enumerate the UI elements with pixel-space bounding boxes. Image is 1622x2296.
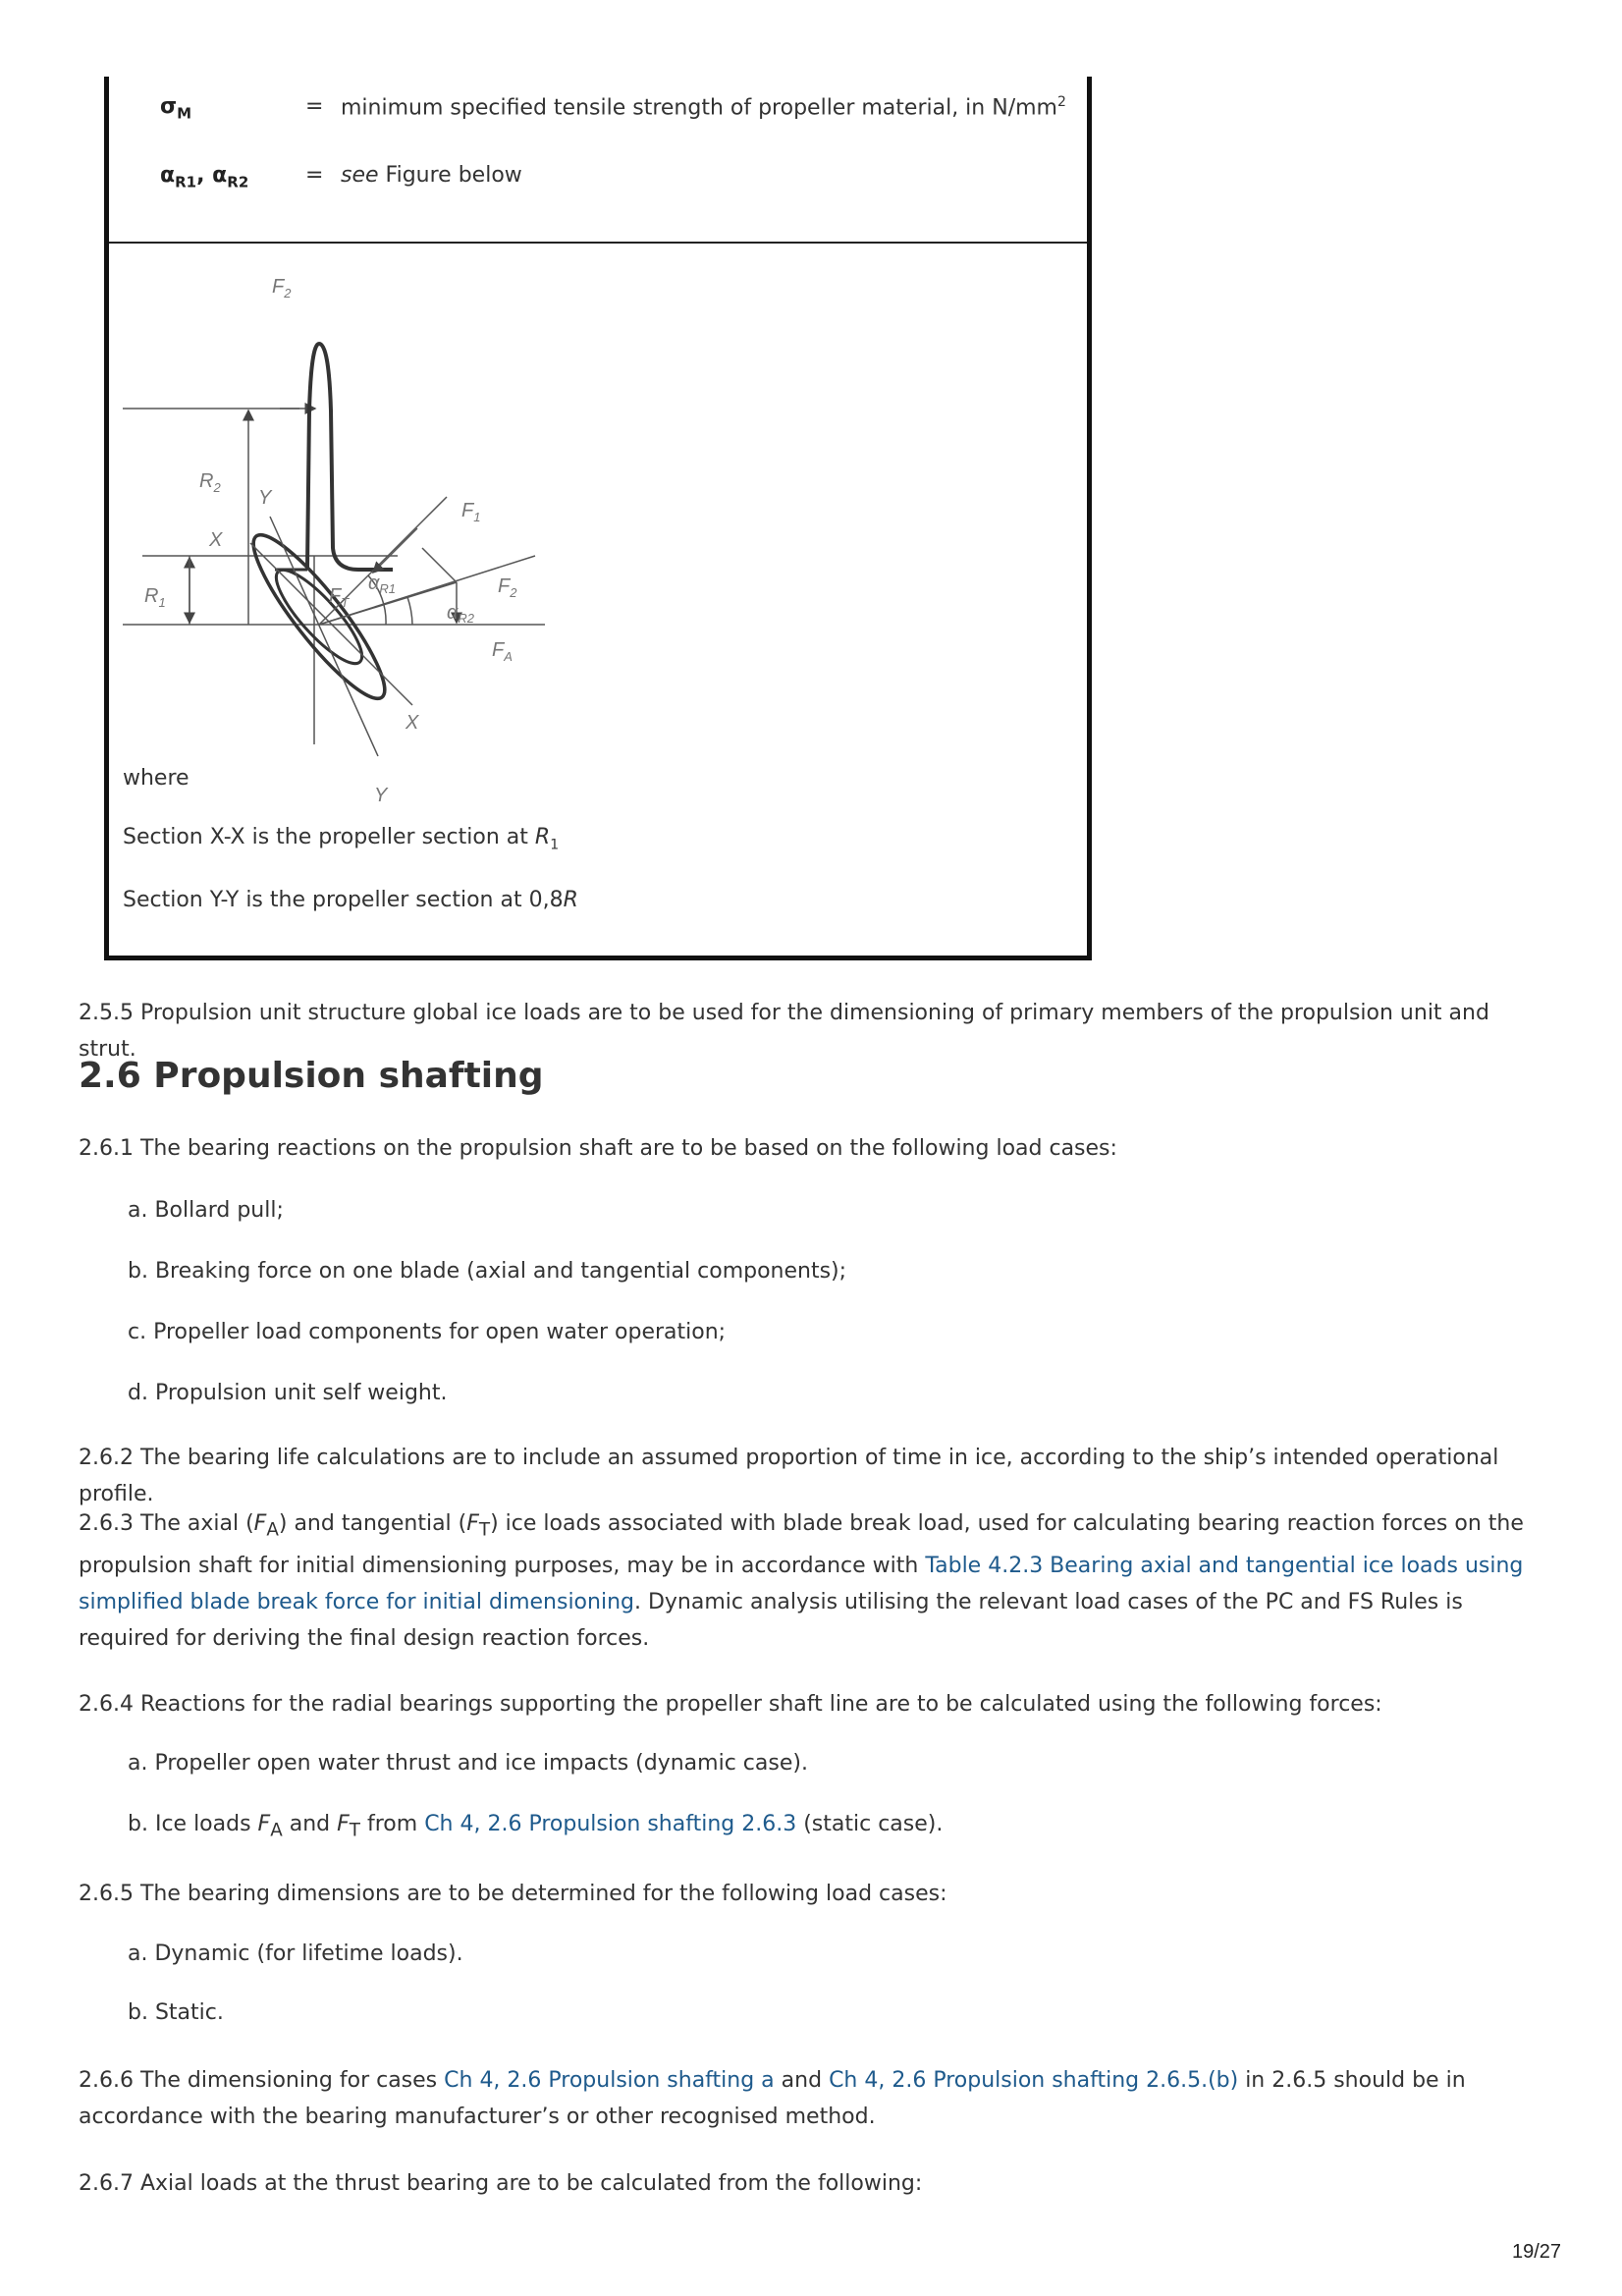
sigma-m-definition: minimum specified tensile strength of propeller material, in $N/mm^2$ <box>341 94 1066 121</box>
section-heading: 2.6 Propulsion shafting <box>79 1056 544 1096</box>
list-item: a. Dynamic (for lifetime loads). <box>128 1941 463 1966</box>
section-xx-note: Section X-X is the propeller section at $R_1$ <box>123 825 560 853</box>
section-yy-ellipse <box>238 521 401 711</box>
ch4-2-6-5-b-link[interactable]: Ch 4, 2.6 Propulsion shafting 2.6.5.(b) <box>829 2068 1239 2093</box>
ch4-2-6-3-link[interactable]: Ch 4, 2.6 Propulsion shafting 2.6.3 <box>424 1812 797 1836</box>
label-f1: $F_1$ <box>461 500 481 524</box>
label-alpha-r1: $\alpha_{R1}$ <box>368 573 397 596</box>
table-4-2-3-link[interactable]: Table 4.2.3 Bearing axial and tangential ice loads using simplified blade break force for initial dimensioning <box>79 1554 1524 1615</box>
paragraph-2-6-3: 2.6.3 The axial $(F_A)$ and tangential $(F_T)$ ice loads associated with blade break load, used for calculating bearing reaction forces on the propulsion shaft for initial dimensioning purposes, may be in accordance with Table 4.2.3 Bearing axial and tangential ice loads using simplified blade break force for initial dimensioning. Dynamic analysis utilising the relevant load cases of the PC and FS Rules is required for deriving the final design reaction forces. <box>79 1511 1524 1652</box>
label-r1: $R_1$ <box>144 585 166 610</box>
definition-box <box>104 77 1092 960</box>
label-x-bottom: X <box>406 712 419 734</box>
paragraph-2-6-7: 2.6.7 Axial loads at the thrust bearing are to be calculated from the following: <box>79 2171 923 2196</box>
list-item: a. Bollard pull; <box>128 1198 284 1223</box>
page-number: 19/27 <box>1512 2241 1562 2263</box>
paragraph-2-6-5: 2.6.5 The bearing dimensions are to be determined for the following load cases: <box>79 1882 947 1906</box>
f1-arrow <box>373 528 417 573</box>
label-r2: $R_2$ <box>199 470 221 495</box>
label-y-bottom: Y <box>374 785 388 806</box>
f-triangle-edge <box>422 548 457 582</box>
box-divider <box>109 242 1087 244</box>
paragraph-2-6-1: 2.6.1 The bearing reactions on the propulsion shaft are to be based on the following load cases: <box>79 1136 1117 1161</box>
label-fa: $F_A$ <box>492 639 513 664</box>
list-item: b. Static. <box>128 2000 224 2025</box>
label-f2-right: $F_2$ <box>498 575 517 600</box>
equals-sign: = <box>305 94 324 119</box>
figure-where-label: where <box>123 766 189 791</box>
alpha-r-definition: see Figure below <box>341 163 522 188</box>
section-xx-ellipse <box>265 560 373 674</box>
list-item: a. Propeller open water thrust and ice impacts (dynamic case). <box>128 1751 808 1776</box>
paragraph-2-6-4: 2.6.4 Reactions for the radial bearings supporting the propeller shaft line are to be calculated using the following forces: <box>79 1692 1382 1717</box>
equals-sign: = <box>305 163 324 188</box>
blade-outline <box>307 344 393 570</box>
paragraph-2-6-6: 2.6.6 The dimensioning for cases Ch 4, 2.6 Propulsion shafting a and Ch 4, 2.6 Propulsion shafting 2.6.5.(b) in 2.6.5 should be in accordance with the bearing manufacturer’s or other recognised method. <box>79 2068 1466 2129</box>
ch4-2-6-a-link[interactable]: Ch 4, 2.6 Propulsion shafting a <box>444 2068 775 2093</box>
alpha-r2-arc <box>407 597 412 625</box>
label-y-top: Y <box>258 487 272 509</box>
label-f2-top: $F_2$ <box>272 276 292 301</box>
list-item: b. Breaking force on one blade (axial and tangential components); <box>128 1259 847 1284</box>
label-x-top: X <box>209 529 223 551</box>
paragraph-2-6-2: 2.6.2 The bearing life calculations are to include an assumed proportion of time in ice, according to the ship’s intended operational profile. <box>79 1446 1499 1506</box>
list-item: d. Propulsion unit self weight. <box>128 1381 448 1405</box>
section-yy-note: Section Y-Y is the propeller section at 0,8R <box>123 888 578 912</box>
propeller-section-figure <box>123 253 673 823</box>
paragraph-2-5-5: 2.5.5 Propulsion unit structure global ice loads are to be used for the dimensioning of primary members of the propulsion unit and strut. <box>79 1001 1489 1062</box>
list-item: b. Ice loads $F_A$ and $F_T$ from Ch 4, 2.6 Propulsion shafting 2.6.3 (static case). <box>128 1812 944 1841</box>
label-alpha-r2: $\alpha_{R2}$ <box>447 602 475 626</box>
label-ft: $F_T$ <box>329 585 350 610</box>
sigma-m-symbol: $\sigma_M$ <box>160 94 192 123</box>
list-item: c. Propeller load components for open water operation; <box>128 1320 727 1344</box>
alpha-r-symbols: $\alpha_{R1}$, $\alpha_{R2}$ <box>160 163 249 191</box>
